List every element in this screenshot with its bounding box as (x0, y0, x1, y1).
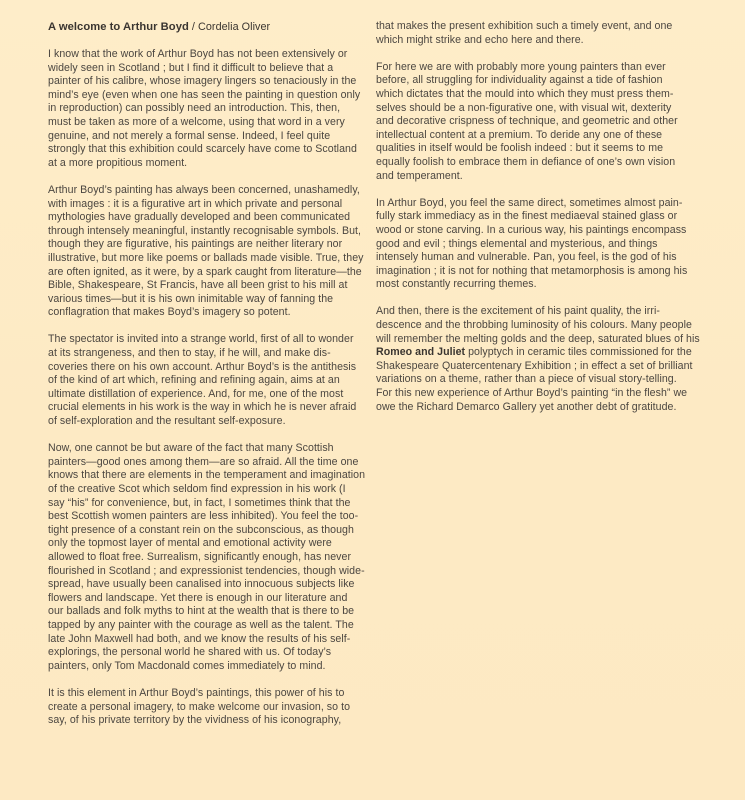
text-line: most constantly recurring themes. (376, 278, 537, 291)
paragraph (376, 61, 706, 183)
text-line: flowers and landscape. Yet there is enough in our literature and (48, 591, 348, 604)
text-line: will remember the melting golds and the deep, saturated blues of his (376, 332, 700, 345)
text-line: intellectual content at a premium. To deride any one of these (376, 128, 663, 141)
text-line: various times—but it is his own inimitable way of fanning the (48, 292, 334, 305)
text-line: mythologies have gradually developed and been communicated (48, 211, 351, 224)
right-column (376, 20, 706, 428)
text-line: ultimate distillation of experience. And, for me, one of the most (48, 387, 344, 400)
text-line: flourished in Scotland ; and expressionist tendencies, though wide- (48, 564, 365, 577)
text-line: Arthur Boyd’s painting has always been concerned, unashamedly, (48, 183, 360, 196)
text-line: our ballads and folk myths to hint at the wealth that is there to be (48, 605, 355, 618)
text-line: allowed to float free. Surrealism, significantly enough, has never (48, 550, 352, 563)
paragraph (376, 305, 706, 414)
text-line: For here we are with probably more young painters than ever (376, 60, 666, 73)
text-line: fully stark immediacy as in the finest mediaeval stained glass or (376, 210, 678, 223)
text-line: coveries there on his own account. Arthur Boyd’s is the antithesis (48, 360, 357, 373)
text-line: imagination ; it is not for nothing that metamorphosis is among his (376, 264, 688, 277)
text-line: Bible, Shakespeare, St Francis, have all been grist to his mill at (48, 279, 348, 292)
text-line: I know that the work of Arthur Boyd has not been extensively or (48, 48, 348, 60)
text-line: at a more propitious moment. (48, 156, 188, 169)
text-line: knows that there are elements in the temperament and imagination (48, 469, 366, 482)
article-heading (48, 20, 366, 34)
artwork-title: Romeo and Juliet (376, 346, 466, 359)
text-line: equally foolish to embrace them in defiance of one’s own vision (376, 155, 676, 168)
text-line: say, of his private territory by the vividness of his iconography, (48, 714, 342, 727)
text-line: strongly that this exhibition could scarcely have come to Scotland (48, 143, 357, 156)
paragraph (48, 184, 366, 320)
text-line: genuine, and not merely a formal sense. Indeed, I feel quite (48, 129, 331, 142)
text-line: with images : it is a figurative art in which private and personal (48, 197, 343, 210)
paragraph (48, 687, 366, 728)
text-line: late John Maxwell had both, and we know the results of his self- (48, 632, 351, 645)
text-fragment: polyptych in ceramic tiles commissioned for the (465, 346, 692, 359)
text-line: painters, only Tom Macdonald comes immediately to mind. (48, 659, 326, 672)
text-line: qualities in itself would be foolish indeed : but it seems to me (376, 142, 664, 155)
text-line: illustrative, but more like poems or ballads made visible. True, they (48, 251, 364, 264)
text-line: painter of his calibre, whose imagery lingers so tenaciously in the (48, 75, 357, 88)
paragraph (376, 197, 706, 292)
text-line: conflagration that makes Boyd’s imagery so potent. (48, 306, 291, 319)
text-line: crucial elements in his work is the way in which he is never afraid (48, 401, 357, 414)
right-column-body (376, 20, 706, 292)
text-line: which dictates that the mould into which they must press them- (376, 87, 674, 100)
text-line: at its strangeness, and then to stay, if he will, and make dis- (48, 347, 331, 360)
text-line: For this new experience of Arthur Boyd’s painting “in the flesh” we (376, 387, 688, 400)
text-line: Now, one cannot be but aware of the fact that many Scottish (48, 442, 334, 455)
text-line: Shakespeare Quatercentenary Exhibition ; in effect a set of brilliant (376, 359, 693, 372)
text-line: best Scottish women painters are less inhibited). You feel the too- (48, 510, 359, 523)
text-line: tight presence of a constant rein on the subconscious, as though (48, 523, 354, 536)
text-line: of the creative Scot which seldom find expression in his work (I (48, 483, 346, 495)
text-line: through intensely meaningful, instantly recognisable symbols. But, (48, 224, 362, 237)
text-line: painters—good ones among them—are so afraid. All the time one (48, 455, 359, 468)
left-column (48, 20, 366, 741)
paragraph (48, 442, 366, 673)
text-line: in reproduction) can possibly need an introduction. This, then, (48, 102, 341, 115)
paragraph (376, 20, 706, 47)
text-line: descence and the throbbing luminosity of his colours. Many people (376, 319, 692, 332)
text-line: explorings, the personal world he shared with us. Of today’s (48, 646, 332, 659)
text-line: before, all struggling for individuality against a tide of fashion (376, 74, 663, 87)
text-line: create a personal imagery, to make welcome our invasion, so to (48, 700, 351, 713)
text-line: intensely human and vulnerable. Pan, you feel, is the god of his (376, 251, 677, 264)
text-line: of self-exploration and the resultant self-exposure. (48, 415, 286, 428)
text-line: only the topmost layer of mental and emotional activity were (48, 537, 332, 550)
text-line: selves should be a non-figurative one, with visual wit, dexterity (376, 101, 672, 114)
text-line: and decorative crispness of technique, and geometric and other (376, 115, 678, 128)
paragraph (48, 48, 366, 170)
article-author: Cordelia Oliver (198, 21, 271, 33)
left-column-body (48, 48, 366, 728)
text-line: The spectator is invited into a strange world, first of all to wonder (48, 333, 354, 346)
text-line: In Arthur Boyd, you feel the same direct, sometimes almost pain- (376, 196, 683, 209)
text-line: wood or stone carving. In a curious way, his paintings encompass (376, 223, 687, 236)
text-line: variations on a theme, rather than a piece of visual story-telling. (376, 373, 677, 386)
text-line: good and evil ; things elemental and mysterious, and things (376, 237, 658, 250)
text-line (376, 346, 706, 360)
title-separator: / (188, 21, 199, 33)
text-line: It is this element in Arthur Boyd’s paintings, this power of his to (48, 686, 345, 699)
text-line: owe the Richard Demarco Gallery yet another debt of gratitude. (376, 400, 677, 413)
text-line: and temperament. (376, 169, 463, 182)
text-line: And then, there is the excitement of his paint quality, the irri- (376, 305, 660, 318)
text-line: of the kind of art which, refining and refining again, aims at an (48, 374, 340, 387)
text-line: tapped by any painter with the courage as well as the talent. The (48, 618, 354, 631)
text-line: that makes the present exhibition such a timely event, and one (376, 20, 673, 32)
text-line: must be taken as more of a welcome, using that word in a very (48, 115, 345, 128)
text-line: are often ignited, as it were, by a spark caught from literature—the (48, 265, 362, 278)
text-line: spread, have usually been canalised into innocuous subjects like (48, 578, 355, 591)
text-line: which might strike and echo here and there. (376, 33, 584, 46)
paragraph (48, 333, 366, 428)
text-line: widely seen in Scotland ; but I find it difficult to believe that a (48, 61, 334, 74)
article-title: A welcome to Arthur Boyd (48, 21, 189, 33)
text-line: mind’s eye (even when one has seen the painting in question only (48, 88, 361, 101)
text-line: say “his” for convenience, but, in fact, I sometimes think that the (48, 496, 351, 509)
text-line: though they are figurative, his paintings are neither literary nor (48, 238, 343, 251)
